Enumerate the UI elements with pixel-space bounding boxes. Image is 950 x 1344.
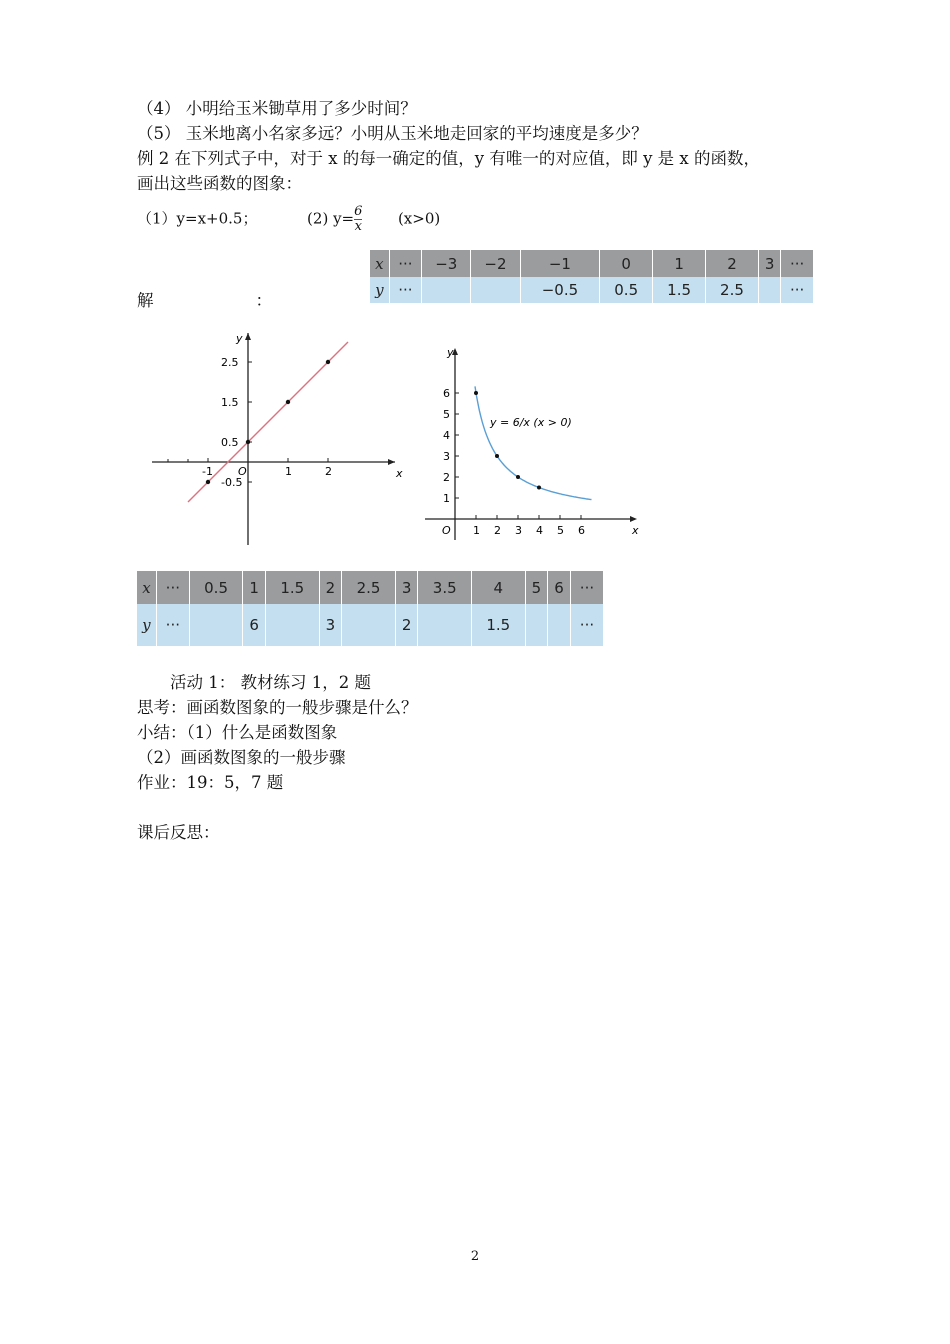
summary-1: 小结：（1）什么是函数图象 — [137, 723, 338, 742]
x-axis-label: x — [632, 524, 639, 537]
table-1-x-cell: 2 — [706, 250, 759, 277]
curve-label: y = 6/x (x > 0) — [490, 416, 572, 429]
fraction-6-over-x — [354, 205, 362, 234]
table-1-y-cell: ··· — [389, 277, 422, 303]
y-tick-label: 4 — [443, 429, 450, 442]
data-point — [495, 454, 499, 458]
table-2-x-cell: ··· — [156, 571, 189, 604]
function-1: （1）y=x+0.5； — [137, 209, 258, 228]
question-5: （5） 玉米地离小名家多远？小明从玉米地走回家的平均速度是多少？ — [137, 124, 648, 143]
data-point — [516, 475, 520, 479]
table-2-x-row — [137, 571, 604, 604]
activity-1: 活动 1： 教材练习 1，2 题 — [170, 673, 371, 692]
table-2-x-cell: 3.5 — [418, 571, 472, 604]
table-2-y-cell — [548, 604, 571, 646]
y-tick-label: 6 — [443, 387, 450, 400]
table-1-y-row — [370, 277, 814, 303]
table-1-y-cell: −0.5 — [520, 277, 600, 303]
table-1-y-cell: 1.5 — [653, 277, 706, 303]
table-2-y-cell: 2 — [395, 604, 418, 646]
table-2-x-cell: 1.5 — [266, 571, 320, 604]
table-2-y-cell — [342, 604, 396, 646]
data-point — [474, 391, 478, 395]
table-1-x-cell: 0 — [600, 250, 653, 277]
table-2-x-cell: 4 — [471, 571, 525, 604]
table-2-y-row — [137, 604, 604, 646]
table-2-y-cell — [525, 604, 548, 646]
y-axis-label: y — [236, 332, 243, 345]
value-table-1 — [370, 250, 814, 303]
table-1-x-cell: 3 — [758, 250, 780, 277]
x-tick-label: O — [442, 524, 451, 537]
table-2-y-cell — [189, 604, 243, 646]
table-1-x-cell: ··· — [389, 250, 422, 277]
table-1-x-cell: ··· — [781, 250, 814, 277]
table-2-y-cell: 6 — [243, 604, 266, 646]
table-2-y-cell: ··· — [156, 604, 189, 646]
x-tick-label: 1 — [473, 524, 480, 537]
x-tick-label: 2 — [325, 465, 332, 478]
table-1-y-cell: 2.5 — [706, 277, 759, 303]
example-2-line-1: 例 2 在下列式子中，对于 x 的每一确定的值，y 有唯一的对应值，即 y 是 x 的函数， — [137, 149, 760, 168]
y-axis-arrow — [245, 333, 251, 340]
x-tick-label: 3 — [515, 524, 522, 537]
y-tick-label: 2.5 — [221, 356, 239, 369]
table-1-x-cell: x — [370, 250, 389, 277]
table-2-y-cell: y — [137, 604, 156, 646]
question-4: （4） 小明给玉米锄草用了多少时间？ — [137, 99, 417, 118]
table-1-y-cell: 0.5 — [600, 277, 653, 303]
function-2-prefix: (2) y= — [307, 209, 355, 228]
y-tick-label: 5 — [443, 408, 450, 421]
table-2-x-cell: 3 — [395, 571, 418, 604]
table-2-y-cell — [266, 604, 320, 646]
fraction-numerator: 6 — [354, 204, 363, 219]
series-line — [188, 342, 348, 502]
example-2-line-2: 画出这些函数的图象： — [137, 174, 302, 193]
x-tick-label: 2 — [494, 524, 501, 537]
y-tick-label: -0.5 — [221, 476, 243, 489]
table-2-x-cell: 2 — [319, 571, 342, 604]
reflection: 课后反思： — [137, 823, 220, 842]
x-tick-label: 5 — [557, 524, 564, 537]
table-1-y-cell: y — [370, 277, 389, 303]
table-2-y-cell: 3 — [319, 604, 342, 646]
x-axis-label: x — [396, 467, 403, 480]
y-tick-label: 0.5 — [221, 436, 239, 449]
table-2-x-cell: 0.5 — [189, 571, 243, 604]
graph-linear-function — [150, 325, 410, 550]
table-2-y-cell — [418, 604, 472, 646]
series-curve — [475, 386, 592, 499]
table-2-y-cell: 1.5 — [471, 604, 525, 646]
table-2-x-cell: x — [137, 571, 156, 604]
x-tick-label: O — [238, 465, 247, 478]
table-1-x-cell: −2 — [471, 250, 520, 277]
y-tick-label: 3 — [443, 450, 450, 463]
x-tick-label: 6 — [578, 524, 585, 537]
y-tick-label: 1.5 — [221, 396, 239, 409]
table-2-x-cell: ··· — [570, 571, 603, 604]
x-tick-label: 4 — [536, 524, 543, 537]
solution-label: 解 ： — [137, 291, 272, 310]
data-point — [286, 400, 290, 404]
y-axis-label: y — [447, 346, 454, 359]
data-point — [326, 360, 330, 364]
table-2-x-cell: 1 — [243, 571, 266, 604]
table-1-y-cell — [758, 277, 780, 303]
graph-reciprocal-function — [420, 340, 645, 550]
fraction-denominator: x — [354, 219, 362, 234]
data-point — [246, 440, 250, 444]
function-list — [137, 205, 440, 234]
summary-2: （2）画函数图象的一般步骤 — [137, 748, 346, 767]
x-axis-arrow — [388, 459, 395, 465]
table-1-x-row — [370, 250, 814, 277]
x-tick-label: 1 — [285, 465, 292, 478]
table-1-x-cell: −3 — [422, 250, 471, 277]
table-1-y-cell — [471, 277, 520, 303]
table-2-y-cell: ··· — [570, 604, 603, 646]
table-2-x-cell: 5 — [525, 571, 548, 604]
x-axis-arrow — [630, 516, 637, 522]
y-tick-label: 2 — [443, 471, 450, 484]
function-2-condition: (x>0) — [397, 209, 441, 228]
page-number: 2 — [470, 1249, 480, 1264]
homework: 作业：19：5，7 题 — [137, 773, 284, 792]
table-1-x-cell: 1 — [653, 250, 706, 277]
table-2-x-cell: 2.5 — [342, 571, 396, 604]
table-2-x-cell: 6 — [548, 571, 571, 604]
data-point — [206, 480, 210, 484]
y-tick-label: 1 — [443, 492, 450, 505]
table-1-x-cell: −1 — [520, 250, 600, 277]
value-table-2 — [137, 571, 604, 646]
think-question: 思考：画函数图象的一般步骤是什么？ — [137, 698, 418, 717]
table-1-y-cell — [422, 277, 471, 303]
x-tick-label: -1 — [202, 465, 213, 478]
data-point — [537, 486, 541, 490]
table-1-y-cell: ··· — [781, 277, 814, 303]
